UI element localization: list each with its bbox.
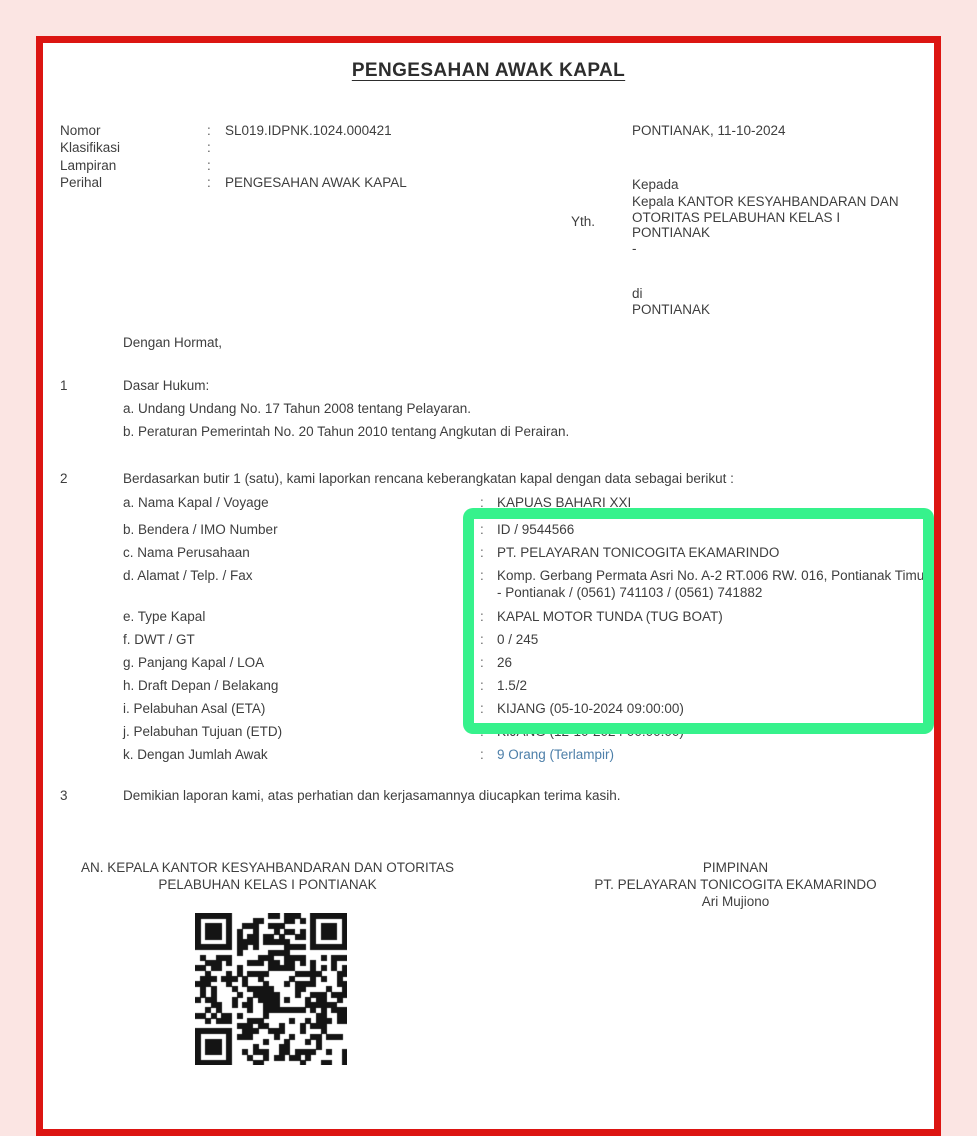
field-colon: :: [480, 678, 484, 693]
field-colon: :: [480, 655, 484, 670]
meta-value-lampiran: [225, 157, 407, 174]
field-value: 26: [497, 655, 513, 670]
field-label: b. Bendera / IMO Number: [123, 522, 278, 537]
field-value-obscured: KIJANG (12-10-2024 00:00:00): [497, 724, 684, 739]
highlight-box: [463, 508, 934, 734]
field-colon: :: [480, 545, 484, 560]
meta-row-klasifikasi: [60, 139, 407, 156]
signature-right-company: PT. PELAYARAN TONICOGITA EKAMARINDO: [594, 877, 877, 892]
meta-colon: :: [207, 157, 211, 173]
section-2-heading: Berdasarkan butir 1 (satu), kami laporkan rencana keberangkatan kapal dengan data sebagai berikut :: [123, 471, 734, 486]
meta-colon: :: [207, 140, 211, 156]
field-label: j. Pelabuhan Tujuan (ETD): [123, 724, 283, 739]
letter-meta: [60, 122, 407, 192]
field-label: f. DWT / GT: [123, 632, 195, 647]
recipient-address: [632, 194, 932, 256]
field-value: PT. PELAYARAN TONICOGITA EKAMARINDO: [497, 545, 780, 560]
field-label: c. Nama Perusahaan: [123, 545, 250, 560]
section-1-number: 1: [60, 378, 68, 393]
meta-label: Lampiran: [60, 157, 117, 173]
field-colon: :: [480, 495, 484, 510]
field-value: KAPUAS BAHARI XXI: [497, 495, 632, 510]
field-colon: :: [480, 747, 484, 762]
field-value: Komp. Gerbang Permata Asri No. A-2 RT.006 RW. 016, Pontianak Timur - Pontianak / (0561) 741103 / (0561) 741882: [497, 568, 929, 600]
field-label: h. Draft Depan / Belakang: [123, 678, 279, 693]
meta-row-perihal: [60, 174, 407, 191]
recipient-address-line: OTORITAS PELABUHAN KELAS I: [632, 209, 841, 225]
meta-colon: :: [207, 123, 211, 138]
meta-value-nomor: SL019.IDPNK.1024.000421: [225, 123, 392, 138]
recipient-di: di: [632, 286, 643, 301]
section-2-number: 2: [60, 471, 68, 486]
page-title: PENGESAHAN AWAK KAPAL: [351, 60, 626, 81]
document-frame: [36, 36, 941, 1136]
field-value: KAPAL MOTOR TUNDA (TUG BOAT): [497, 609, 723, 624]
meta-value-klasifikasi: [225, 139, 407, 156]
meta-row-nomor: [60, 122, 407, 139]
signature-right-title: PIMPINAN: [702, 860, 769, 875]
meta-value-perihal: PENGESAHAN AWAK KAPAL: [225, 175, 407, 191]
field-value: ID / 9544566: [497, 522, 575, 537]
section-3-number: 3: [60, 788, 68, 803]
meta-label: Nomor: [60, 123, 101, 138]
field-label: a. Nama Kapal / Voyage: [123, 495, 269, 510]
recipient-address-line: Kepala KANTOR KESYAHBANDARAN DAN: [632, 194, 899, 209]
recipient-city: PONTIANAK: [632, 302, 711, 317]
signature-right-name: Ari Mujiono: [701, 894, 770, 909]
field-colon: :: [480, 522, 484, 537]
meta-label: Perihal: [60, 175, 103, 191]
signature-left-line: AN. KEPALA KANTOR KESYAHBANDARAN DAN OTORITAS: [80, 860, 455, 875]
section-1-item-b: b. Peraturan Pemerintah No. 20 Tahun 2010 tentang Angkutan di Perairan.: [123, 424, 570, 439]
field-label: k. Dengan Jumlah Awak: [123, 747, 268, 762]
recipient-yth: Yth.: [571, 214, 596, 229]
meta-label: Klasifikasi: [60, 140, 121, 156]
field-colon: :: [480, 724, 484, 739]
section-3-heading: Demikian laporan kami, atas perhatian dan kerjasamannya diucapkan terima kasih.: [123, 788, 621, 803]
field-label: i. Pelabuhan Asal (ETA): [123, 701, 266, 716]
qr-code: [195, 913, 347, 1065]
field-label: e. Type Kapal: [123, 609, 206, 624]
field-value: KIJANG (05-10-2024 09:00:00): [497, 701, 684, 716]
field-colon: :: [480, 568, 484, 583]
meta-colon: :: [207, 175, 211, 191]
recipient-address-line: -: [632, 240, 637, 256]
signature-right: [548, 859, 923, 910]
field-colon: :: [480, 701, 484, 716]
signature-left-line: PELABUHAN KELAS I PONTIANAK: [158, 877, 377, 892]
field-colon: :: [480, 632, 484, 647]
section-1-item-a: a. Undang Undang No. 17 Tahun 2008 tentang Pelayaran.: [123, 401, 472, 416]
meta-row-lampiran: [60, 157, 407, 174]
field-value: 0 / 245: [497, 632, 539, 647]
crew-list-link[interactable]: 9 Orang (Terlampir): [497, 747, 615, 762]
recipient-address-line: PONTIANAK: [632, 225, 711, 241]
field-colon: :: [480, 609, 484, 624]
field-label: g. Panjang Kapal / LOA: [123, 655, 265, 670]
field-label: d. Alamat / Telp. / Fax: [123, 568, 253, 583]
section-1-heading: Dasar Hukum:: [123, 378, 210, 393]
signature-left: [55, 859, 480, 893]
field-row-jumlah-awak: [43, 746, 934, 763]
dateline: PONTIANAK, 11-10-2024: [632, 123, 786, 138]
salutation: Dengan Hormat,: [123, 335, 223, 350]
recipient-kepada: Kepada: [632, 177, 679, 192]
recipient-di-block: [632, 286, 710, 318]
field-value: 1.5/2: [497, 678, 528, 693]
